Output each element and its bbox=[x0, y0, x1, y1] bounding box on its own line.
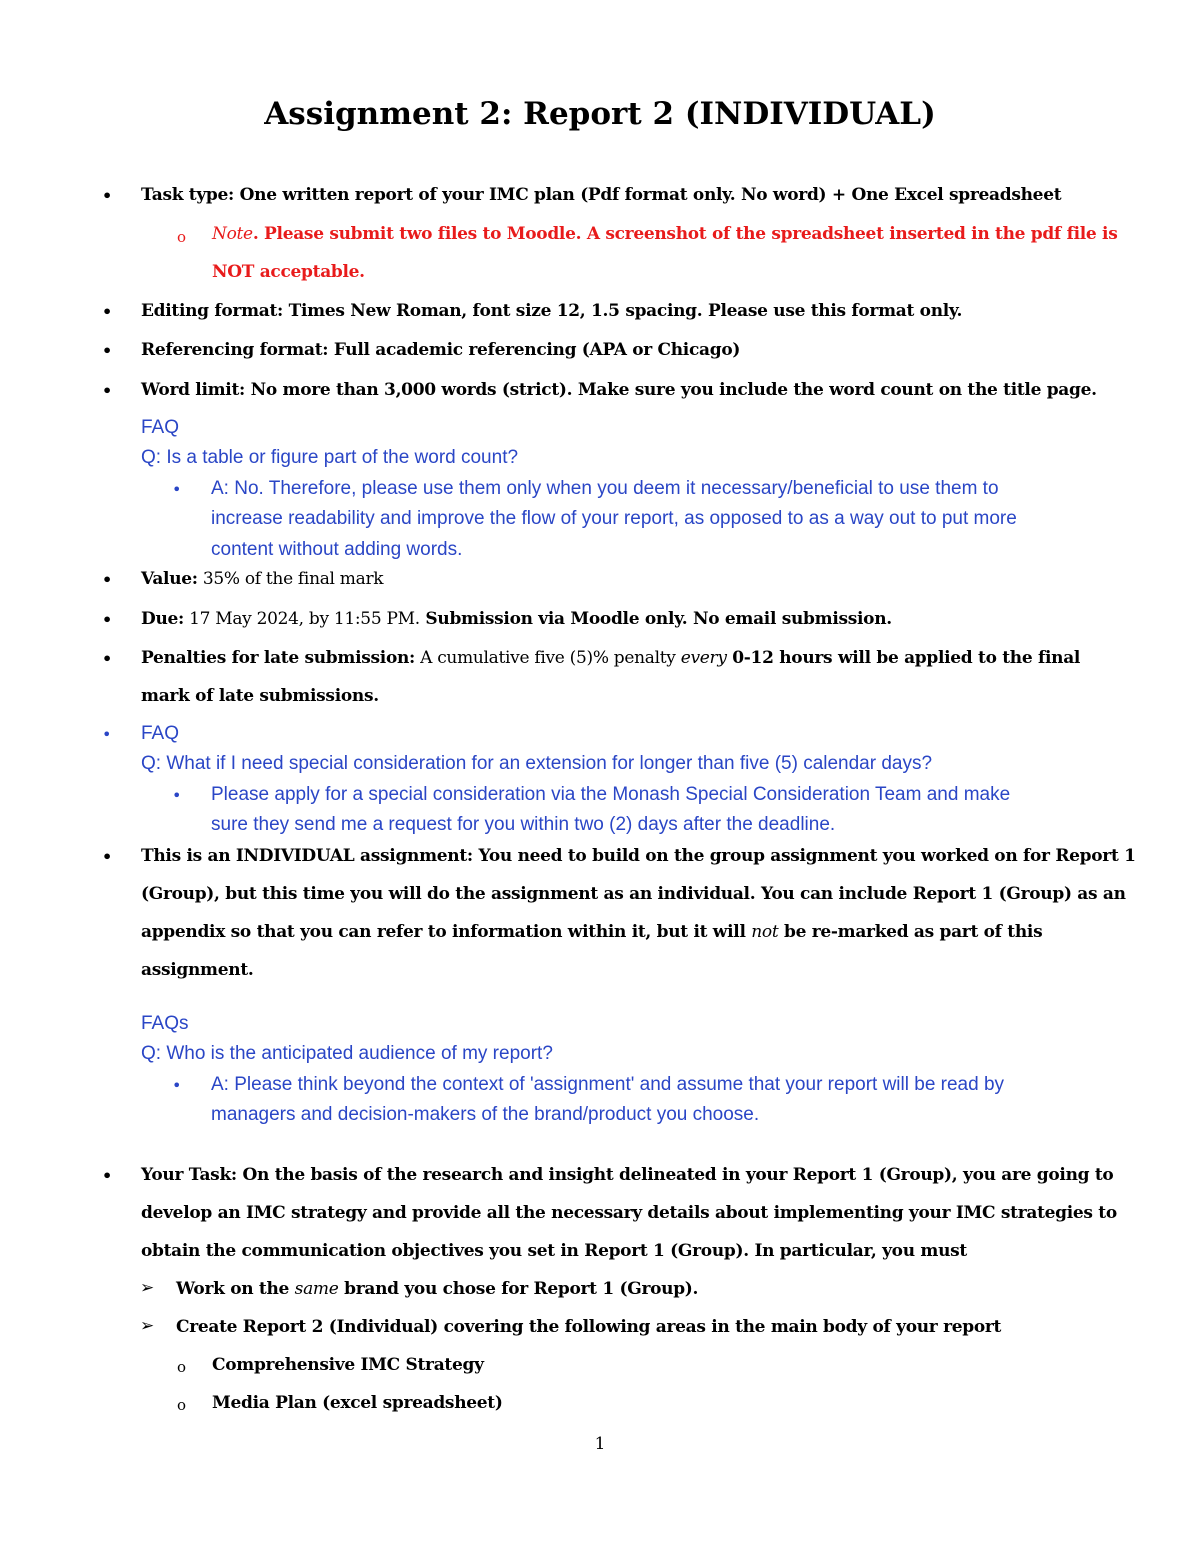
due-emphasis: Submission via Moodle only. No email submission. bbox=[419, 609, 892, 629]
task-type-label: Task type: bbox=[141, 185, 235, 205]
bullet-icon: • bbox=[102, 381, 113, 400]
faq-question: Q: Who is the anticipated audience of my report? bbox=[141, 1043, 553, 1064]
page-number: 1 bbox=[594, 1434, 606, 1454]
bullet-icon: • bbox=[102, 725, 112, 744]
word-limit-label: Word limit: bbox=[141, 380, 245, 400]
penalties-text: A cumulative five (5)% penalty bbox=[415, 648, 681, 668]
faq-answer-line: managers and decision-makers of the brand/product you choose. bbox=[211, 1104, 760, 1125]
penalties-label: Penalties for late submission: bbox=[141, 648, 416, 668]
penalties-line-2: mark of late submissions. bbox=[141, 686, 379, 706]
referencing-format-text: Full academic referencing (APA or Chicago) bbox=[328, 340, 741, 360]
editing-format-text: Times New Roman, font size 12, 1.5 spacing. Please use this format only. bbox=[283, 301, 963, 321]
referencing-format-label: Referencing format: bbox=[141, 340, 329, 360]
due-line bbox=[141, 609, 892, 629]
sub-bullet-icon: o bbox=[177, 1358, 187, 1376]
bullet-icon: • bbox=[172, 1076, 182, 1095]
individual-text-1: You need to build on the group assignment you worked on for Report 1 bbox=[472, 846, 1136, 866]
arrow-item-text-b: brand you chose for Report 1 (Group). bbox=[338, 1279, 699, 1299]
note-line-2: NOT acceptable. bbox=[212, 262, 365, 282]
faq-heading: FAQs bbox=[141, 1013, 189, 1034]
due-text: 17 May 2024, by 11:55 PM. bbox=[184, 609, 420, 629]
page-title: Assignment 2: Report 2 (INDIVIDUAL) bbox=[264, 96, 936, 132]
individual-italic: not bbox=[751, 922, 779, 942]
your-task-line-1 bbox=[141, 1165, 1113, 1185]
arrow-bullet-icon: ➢ bbox=[140, 1278, 155, 1298]
bullet-icon: • bbox=[102, 610, 113, 629]
value-line bbox=[141, 569, 383, 589]
value-text: 35% of the final mark bbox=[197, 569, 384, 589]
faq-answer-line: Please apply for a special consideration via the Monash Special Consideration Team and make bbox=[211, 784, 1011, 805]
faq-answer-line: A: Please think beyond the context of 'assignment' and assume that your report will be read by bbox=[211, 1074, 1005, 1095]
individual-line-4: assignment. bbox=[141, 960, 254, 980]
word-limit-text: No more than 3,000 words (strict). bbox=[245, 380, 573, 400]
individual-line-2 bbox=[141, 884, 1126, 904]
bullet-icon: • bbox=[102, 1166, 113, 1185]
word-limit-line bbox=[141, 380, 1097, 400]
arrow-bullet-icon: ➢ bbox=[140, 1316, 155, 1336]
your-task-line-3: obtain the communication objectives you set in Report 1 (Group). In particular, you must bbox=[141, 1241, 967, 1261]
your-task-line-2: develop an IMC strategy and provide all the necessary details about implementing your IMC strategies to bbox=[141, 1203, 1117, 1223]
editing-format-line bbox=[141, 301, 962, 321]
bullet-icon: • bbox=[102, 341, 113, 360]
sub-bullet-icon: o bbox=[177, 1396, 187, 1414]
sub-bullet-icon: o bbox=[177, 228, 187, 246]
faq-question: Q: What if I need special consideration for an extension for longer than five (5) calendar days? bbox=[141, 753, 933, 774]
individual-line-1 bbox=[141, 846, 1136, 866]
faq-answer-line: sure they send me a request for you within two (2) days after the deadline. bbox=[211, 814, 836, 835]
arrow-item-same-brand bbox=[176, 1279, 698, 1299]
faq-heading: FAQ bbox=[141, 417, 180, 438]
note-label: Note bbox=[212, 224, 253, 244]
arrow-item-text-a: Work on the bbox=[176, 1279, 295, 1299]
sub-item-imc-strategy: Comprehensive IMC Strategy bbox=[212, 1355, 484, 1375]
individual-text-2b: You can include Report 1 (Group) as an bbox=[755, 884, 1126, 904]
bullet-icon: • bbox=[102, 186, 113, 205]
referencing-format-line bbox=[141, 340, 740, 360]
bullet-icon: • bbox=[172, 786, 182, 805]
word-limit-emphasis: Make sure you include the word count on the title page. bbox=[572, 380, 1097, 400]
penalties-italic: every bbox=[680, 648, 727, 668]
due-label: Due: bbox=[141, 609, 184, 629]
bullet-icon: • bbox=[172, 480, 182, 499]
penalties-text-bold: 0-12 hours will be applied to the final bbox=[726, 648, 1081, 668]
faq-answer-line: content without adding words. bbox=[211, 539, 463, 560]
arrow-item-italic: same bbox=[294, 1279, 339, 1299]
bullet-icon: • bbox=[102, 302, 113, 321]
sub-item-media-plan: Media Plan (excel spreadsheet) bbox=[212, 1393, 503, 1413]
bullet-icon: • bbox=[102, 847, 113, 866]
bullet-icon: • bbox=[102, 649, 113, 668]
editing-format-label: Editing format: bbox=[141, 301, 284, 321]
task-type-text: One written report of your IMC plan (Pdf format only. No word) + One Excel spreadsheet bbox=[234, 185, 1062, 205]
bullet-icon: • bbox=[102, 570, 113, 589]
note-text-1: . Please submit two files to Moodle. A screenshot of the spreadsheet inserted in the pdf file is bbox=[252, 224, 1118, 244]
individual-text-2: (Group), but this time you will do the assignment as an individual. bbox=[141, 884, 756, 904]
individual-text-3b: be re-marked as part of this bbox=[778, 922, 1043, 942]
penalties-line-1 bbox=[141, 648, 1080, 668]
your-task-text-1: On the basis of the research and insight delineated in your Report 1 (Group), you are going to bbox=[236, 1165, 1114, 1185]
individual-label: This is an INDIVIDUAL assignment: bbox=[141, 846, 473, 866]
task-type-line bbox=[141, 185, 1061, 205]
faq-answer-line: A: No. Therefore, please use them only when you deem it necessary/beneficial to use them to bbox=[211, 478, 999, 499]
arrow-item-create-report: Create Report 2 (Individual) covering the following areas in the main body of your report bbox=[176, 1317, 1002, 1337]
note-line-1 bbox=[212, 224, 1117, 244]
faq-answer-line: increase readability and improve the flow of your report, as opposed to as a way out to put more bbox=[211, 508, 1017, 529]
individual-text-3a: appendix so that you can refer to information within it, but it will bbox=[141, 922, 752, 942]
your-task-label: Your Task: bbox=[141, 1165, 237, 1185]
value-label: Value: bbox=[141, 569, 198, 589]
faq-heading: FAQ bbox=[141, 723, 180, 744]
faq-question: Q: Is a table or figure part of the word count? bbox=[141, 447, 519, 468]
individual-line-3 bbox=[141, 922, 1042, 942]
